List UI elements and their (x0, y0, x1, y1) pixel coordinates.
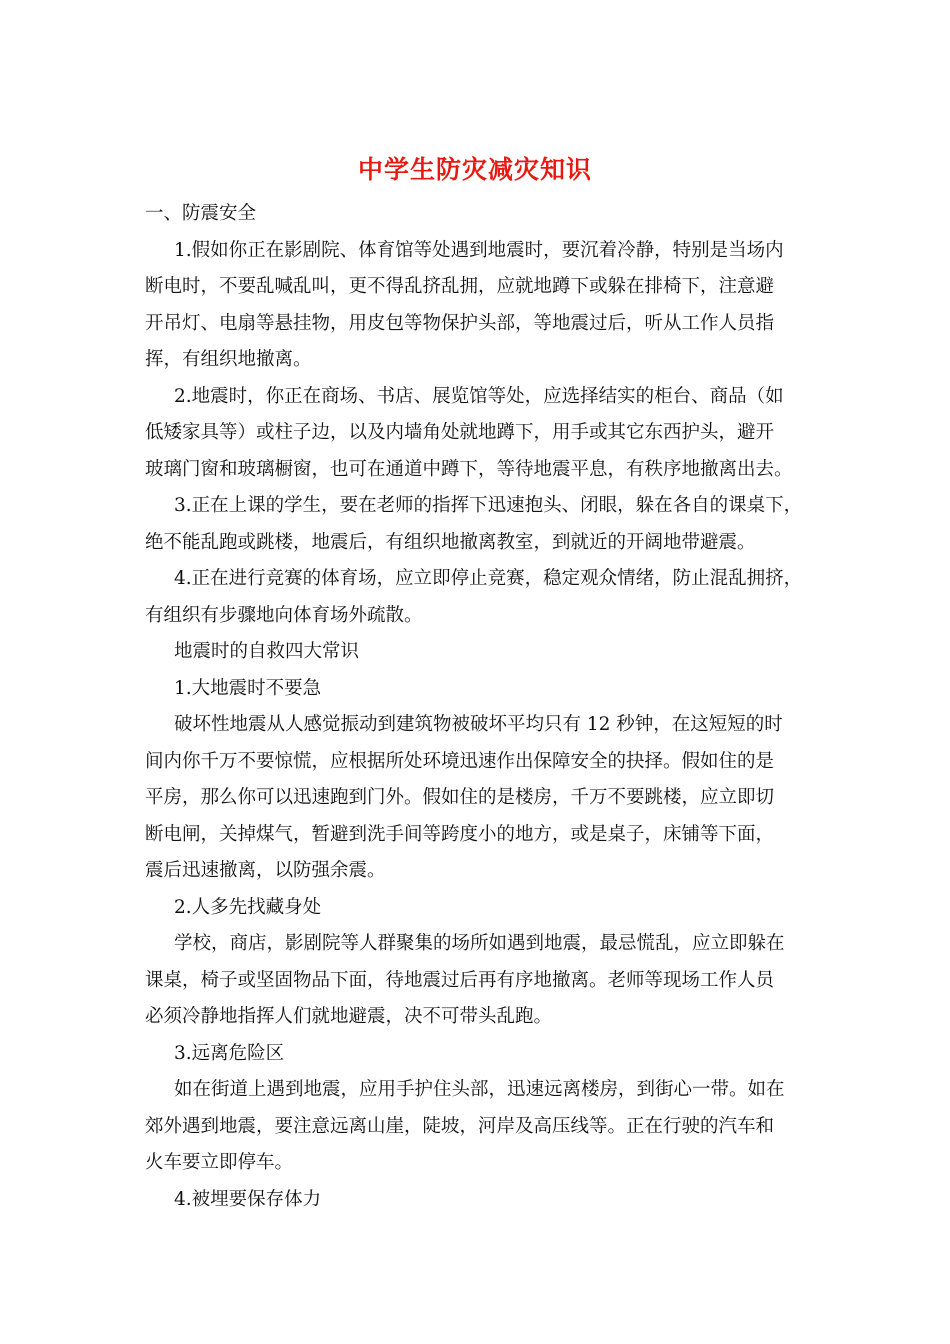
text-line: 断电闸，关掉煤气，暂避到洗手间等跨度小的地方，或是桌子，床铺等下面， (145, 823, 775, 845)
text-line: 绝不能乱跑或跳楼，地震后，有组织地撤离教室，到就近的开阔地带避震。 (145, 531, 756, 553)
text-line: 玻璃门窗和玻璃橱窗，也可在通道中蹲下，等待地震平息，有秩序地撤离出去。 (145, 458, 793, 480)
document-body (145, 196, 817, 1218)
text-line: 2.地震时，你正在商场、书店、展览馆等处，应选择结实的柜台、商品（如 (174, 385, 784, 407)
text-line: 必须冷静地指挥人们就地避震，决不可带头乱跑。 (145, 1006, 553, 1027)
text-line: 平房，那么你可以迅速跑到门外。假如住的是楼房，千万不要跳楼，应立即切 (145, 787, 775, 808)
text-line: 开吊灯、电扇等悬挂物，用皮包等物保护头部，等地震过后，听从工作人员指 (145, 312, 775, 334)
text-line: 2.人多先找藏身处 (174, 896, 322, 918)
text-line: 低矮家具等）或柱子边，以及内墙角处就地蹲下，用手或其它东西护头，避开 (145, 422, 775, 443)
text-line: 如在街道上遇到地震，应用手护住头部，迅速远离楼房，到街心一带。如在 (174, 1079, 785, 1100)
text-line: 3.远离危险区 (174, 1042, 285, 1064)
text-line: 地震时的自救四大常识 (174, 641, 360, 662)
document-title: 中学生防灾减灾知识 (357, 155, 592, 184)
text-line: 1.假如你正在影剧院、体育馆等处遇到地震时，要沉着冷静，特别是当场内 (174, 239, 784, 261)
text-line: 挥，有组织地撤离。 (145, 349, 312, 370)
text-line: 间内你千万不要惊慌，应根据所处环境迅速作出保障安全的抉择。假如住的是 (145, 750, 775, 772)
text-line: 破坏性地震从人感觉振动到建筑物被破坏平均只有 12 秒钟，在这短短的时 (174, 714, 783, 735)
text-line: 一、防震安全 (145, 203, 257, 224)
text-line: 断电时，不要乱喊乱叫，更不得乱挤乱拥，应就地蹲下或躲在排椅下，注意避 (145, 276, 775, 297)
text-line: 4.正在进行竞赛的体育场，应立即停止竞赛，稳定观众情绪，防止混乱拥挤， (174, 568, 803, 589)
text-line: 郊外遇到地震，要注意远离山崖，陡坡，河岸及高压线等。正在行驶的汽车和 (145, 1115, 775, 1137)
text-line: 有组织有步骤地向体育场外疏散。 (145, 604, 423, 626)
text-line: 火车要立即停车。 (145, 1152, 294, 1173)
text-line: 震后迅速撤离，以防强余震。 (145, 860, 386, 881)
text-line: 学校，商店，影剧院等人群聚集的场所如遇到地震，最忌慌乱，应立即躲在 (174, 933, 785, 954)
text-line: 4.被埋要保存体力 (174, 1188, 322, 1210)
text-line: 3.正在上课的学生，要在老师的指挥下迅速抱头、闭眼，躲在各自的课桌下， (174, 495, 803, 516)
text-line: 1.大地震时不要急 (174, 677, 322, 699)
text-line: 课桌，椅子或坚固物品下面，待地震过后再有序地撤离。老师等现场工作人员 (145, 969, 775, 991)
